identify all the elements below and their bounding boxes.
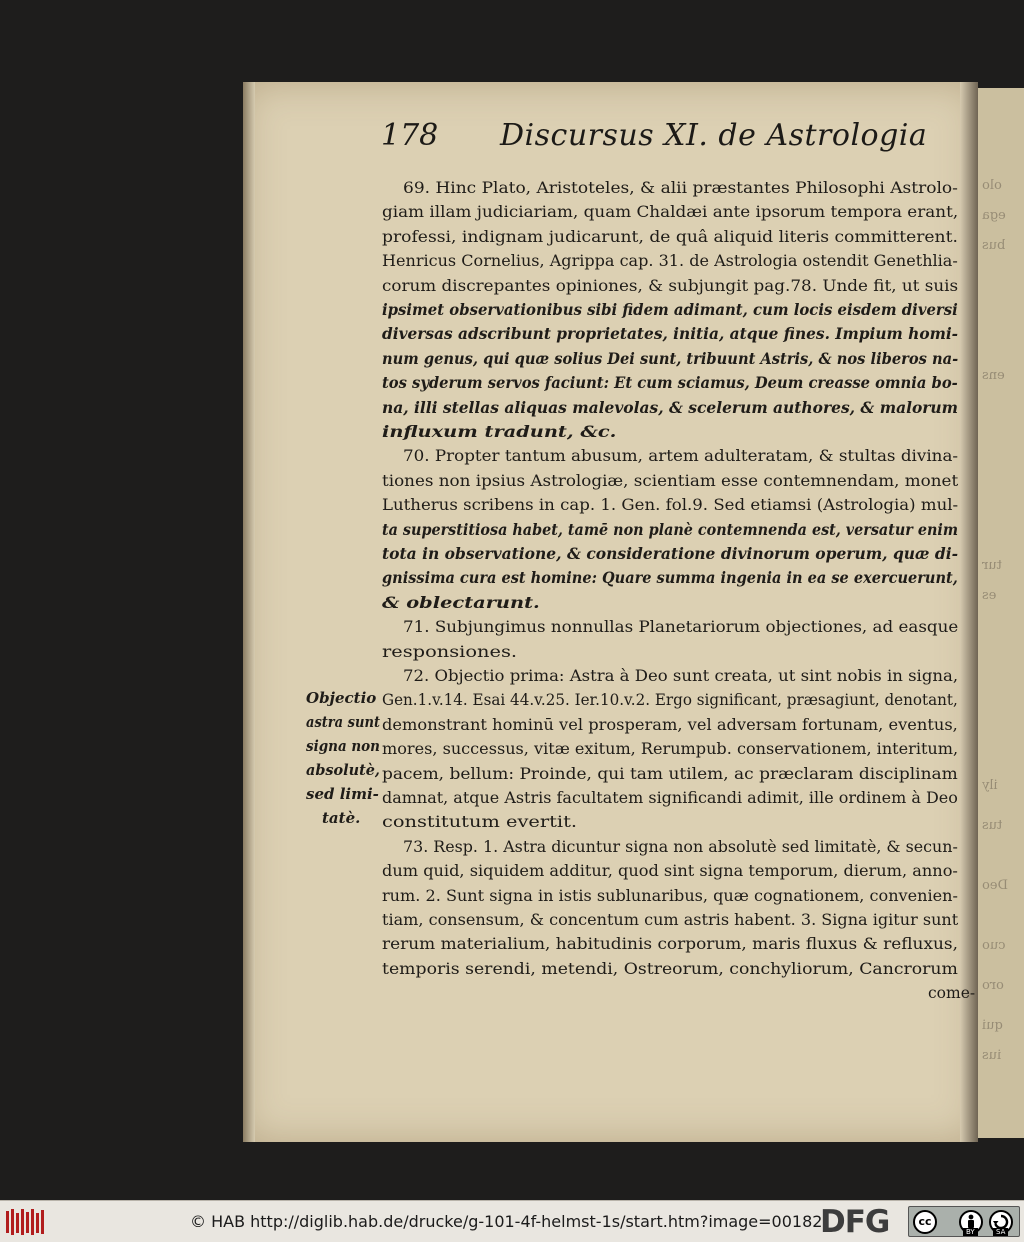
text-line: rerum materialium, habitudinis corporum, maris fluxus & refluxus, [382, 935, 958, 954]
text-line: num genus, qui quæ solius Dei sunt, tribuunt Astris, & nos liberos na- [382, 348, 959, 368]
text-line: tota in observatione, & consideratione divinorum operum, quæ di- [382, 544, 959, 563]
text-line: Gen.1.v.14. Esai 44.v.25. Ier.10.v.2. Ergo significant, præsagiunt, denotant, [382, 691, 958, 710]
text-line: influxum tradunt, &c. [382, 422, 617, 441]
margin-note-line: absolutè, [306, 761, 380, 779]
text-line: giam illam judiciariam, quam Chaldæi ante ipsorum tempora erant, [382, 203, 959, 222]
text-line: Henricus Cornelius, Agrippa cap. 31. de Astrologia ostendit Genethlia- [382, 252, 958, 271]
margin-note-line: tatè. [322, 809, 361, 827]
text-line: na, illi stellas aliquas malevolas, & scelerum authores, & malorum [382, 397, 959, 417]
running-title: Discursus XI. de Astrologia [500, 118, 928, 153]
text-line: 72. Objectio prima: Astra à Deo sunt creata, ut sint nobis in signa, [403, 667, 959, 685]
dfg-logo: DFG [820, 1204, 890, 1240]
cc-icon: cc [913, 1210, 937, 1234]
text-line: 70. Propter tantum abusum, artem adulteratam, & stultas divina- [403, 447, 959, 466]
cc-license-badge[interactable] [908, 1206, 1020, 1237]
text-line: professi, indignam judicarunt, de quâ aliquid literis committerent. [382, 227, 958, 246]
sa-label: SA [993, 1228, 1008, 1236]
text-line: ta superstitiosa habet, tamē non planè contemnenda est, versatur enim [382, 519, 959, 539]
by-label: BY [963, 1228, 978, 1236]
text-line: corum discrepantes opiniones, & subjungit pag.78. Unde fit, ut suis [382, 276, 959, 295]
text-line: tiam, consensum, & concentum cum astris habent. 3. Signa igitur sunt [382, 911, 959, 929]
text-line: come- [928, 984, 976, 1003]
text-line: Lutherus scribens in cap. 1. Gen. fol.9. Sed etiamsi (Astrologia) mul- [382, 496, 959, 515]
text-line: tiones non ipsius Astrologiæ, scientiam esse contemnendam, monet [382, 471, 959, 490]
text-line: 73. Resp. 1. Astra dicuntur signa non absolutè sed limitatè, & secun- [403, 837, 958, 856]
copyright-link[interactable]: © HAB http://diglib.hab.de/drucke/g-101-4f-helmst-1s/start.htm?image=00182 [190, 1212, 823, 1231]
text-line: ipsimet observationibus sibi fidem adimant, cum locis eisdem diversi [382, 300, 958, 319]
page-gutter [243, 82, 255, 1142]
footer-bar [0, 1200, 1024, 1242]
text-line: 71. Subjungimus nonnullas Planetariorum objectiones, ad easque [403, 618, 959, 637]
text-line: gnissima cura est homine: Quare summa ingenia in ea se exercuerunt, [382, 568, 958, 588]
text-line: rum. 2. Sunt signa in istis sublunaribus, quæ cognationem, convenien- [382, 886, 958, 905]
text-line: tos syderum servos faciunt: Et cum sciamus, Deum creasse omnia bo- [382, 373, 958, 393]
text-line: constitutum evertit. [382, 813, 578, 832]
text-line: 69. Hinc Plato, Aristoteles, & alii præstantes Philosophi Astrolo- [403, 179, 958, 197]
text-line: pacem, bellum: Proinde, qui tam utilem, ac præclaram disciplinam [382, 764, 958, 783]
margin-note-line: sed limi- [306, 785, 379, 803]
hab-library-logo [6, 1209, 48, 1235]
text-line: temporis serendi, metendi, Ostreorum, conchyliorum, Cancrorum [382, 959, 958, 978]
facing-page-edge: olo ega bus ens tur es ily tus Deo cuo oro qui ius [978, 88, 1024, 1138]
text-line: demonstrant hominū vel prosperam, vel adversam fortunam, eventus, [382, 715, 958, 734]
text-line: dum quid, siquidem additur, quod sint signa temporum, dierum, anno- [382, 862, 958, 881]
text-line: responsiones. [382, 642, 518, 661]
text-line: mores, successus, vitæ exitum, Rerumpub. conservationem, interitum, [382, 740, 959, 759]
text-line: damnat, atque Astris facultatem significandi adimit, ille ordinem à Deo [382, 789, 958, 807]
margin-note-line: signa non [306, 737, 380, 755]
text-line: diversas adscribunt proprietates, initia, atque fines. Impium homi- [382, 324, 959, 344]
margin-note-line: Objectio [306, 689, 377, 707]
page-number: 178 [381, 118, 439, 153]
margin-note-line: astra sunt [306, 713, 380, 731]
text-line: & oblectarunt. [382, 592, 540, 612]
